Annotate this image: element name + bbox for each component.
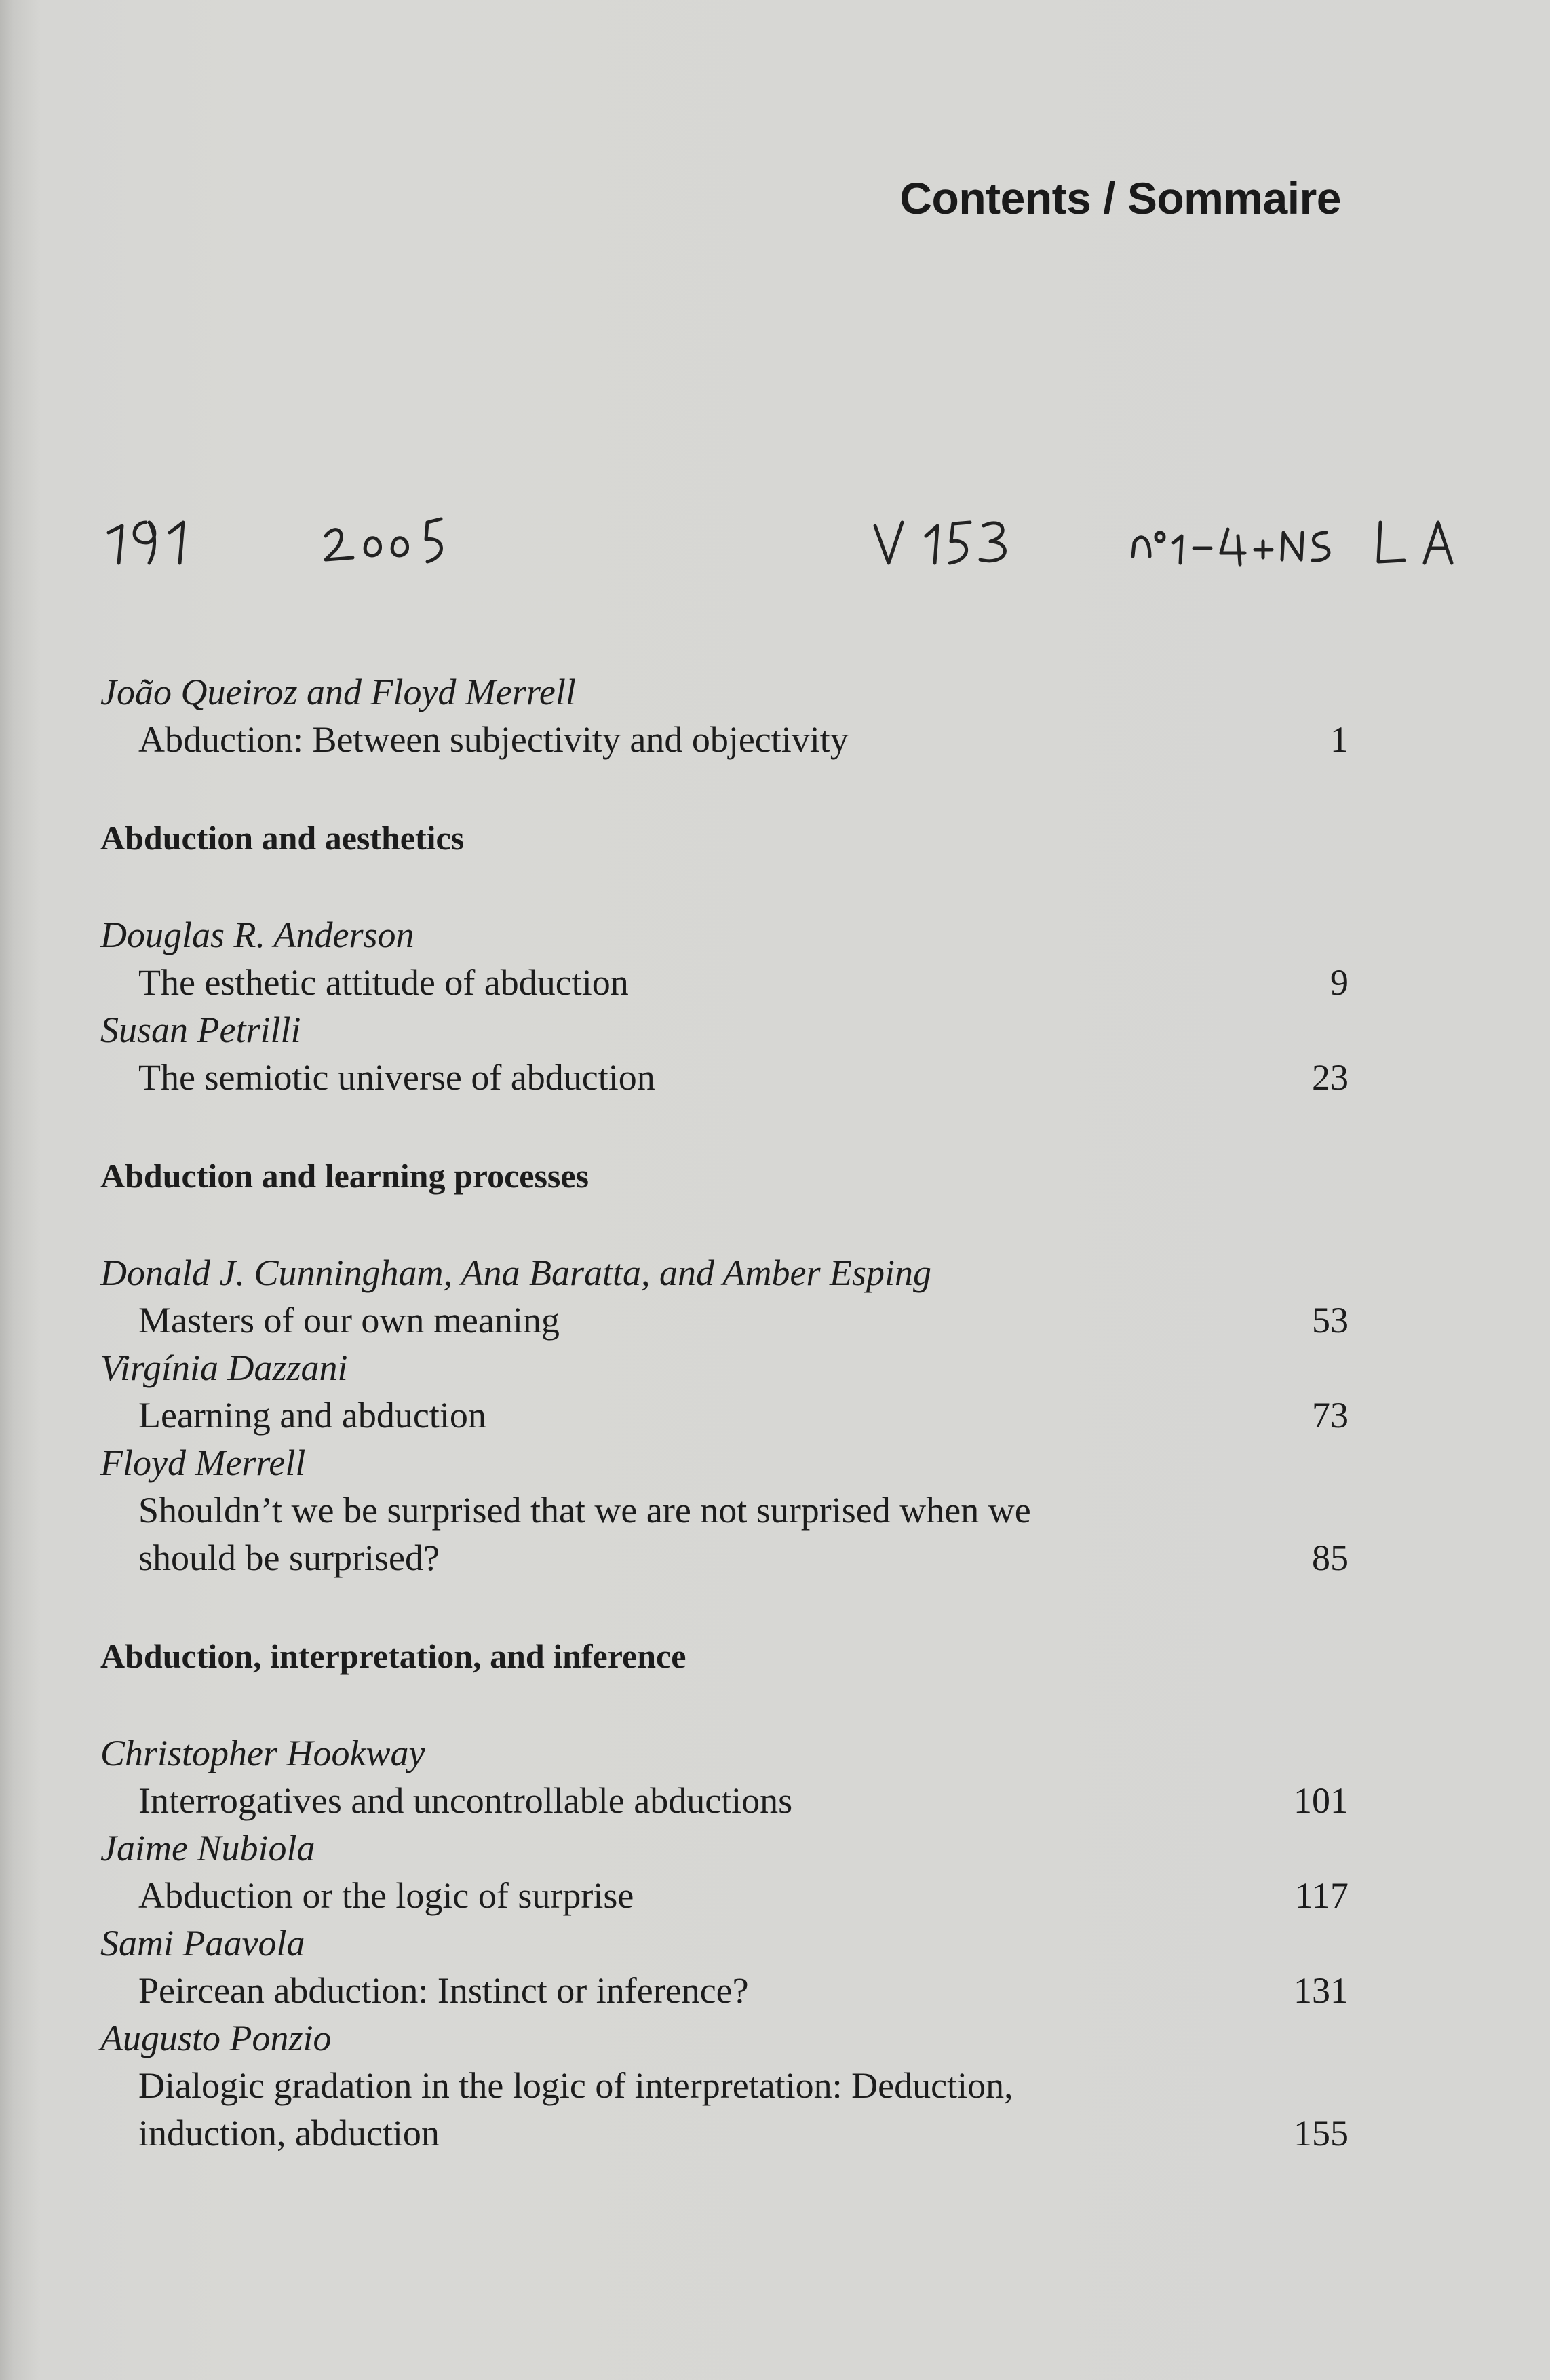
entry-page-number: 1 — [1330, 719, 1349, 760]
entry-page-number: 23 — [1312, 1057, 1349, 1098]
page-title: Contents / Sommaire — [899, 173, 1341, 224]
section-heading: Abduction, interpretation, and inference — [100, 1637, 686, 1675]
entry-title — [100, 1391, 1349, 1439]
entry-title — [100, 1777, 1349, 1824]
toc-entry — [100, 1344, 1349, 1439]
table-of-contents — [100, 668, 1349, 2157]
entry-page-number: 73 — [1312, 1395, 1349, 1436]
entry-author: Susan Petrilli — [100, 1010, 301, 1050]
entry-page-number: 131 — [1294, 1970, 1349, 2011]
toc-entry — [100, 1249, 1349, 1344]
entry-title-line: Abduction: Between subjectivity and objectivity — [138, 719, 849, 760]
entry-page-number: 9 — [1330, 962, 1349, 1003]
toc-entry — [100, 1729, 1349, 1824]
entry-title — [100, 2062, 1349, 2157]
toc-entry — [100, 2014, 1349, 2157]
entry-author: Jaime Nubiola — [100, 1828, 315, 1868]
entry-author: Donald J. Cunningham, Ana Baratta, and Amber Esping — [100, 1252, 931, 1293]
toc-entry — [100, 1919, 1349, 2014]
entry-title-line: induction, abduction — [138, 2113, 440, 2153]
entry-title-line: The esthetic attitude of abduction — [138, 962, 629, 1003]
entry-title-line: Masters of our own meaning — [138, 1300, 560, 1341]
entry-page-number: 117 — [1295, 1875, 1349, 1916]
section-heading: Abduction and learning processes — [100, 1157, 589, 1195]
toc-entry — [100, 1006, 1349, 1101]
entry-title — [100, 959, 1349, 1006]
entry-title — [100, 716, 1349, 763]
entry-title-line: Shouldn’t we be surprised that we are not surprised when we — [138, 1490, 1031, 1531]
entry-title — [100, 1872, 1349, 1919]
handwritten-note — [102, 495, 1458, 570]
toc-entry — [100, 668, 1349, 763]
entry-title — [100, 1486, 1349, 1581]
entry-page-number: 155 — [1294, 2113, 1349, 2153]
entry-page-number: 53 — [1312, 1300, 1349, 1341]
entry-title-line: The semiotic universe of abduction — [138, 1057, 655, 1098]
entry-author: João Queiroz and Floyd Merrell — [100, 672, 576, 712]
entry-title-line: should be surprised? — [138, 1537, 440, 1578]
toc-entry — [100, 1824, 1349, 1919]
entry-title-line: Peircean abduction: Instinct or inference? — [138, 1970, 749, 2011]
entry-author: Sami Paavola — [100, 1923, 305, 1963]
entry-page-number: 101 — [1294, 1780, 1349, 1821]
entry-author: Floyd Merrell — [100, 1442, 306, 1483]
toc-entry — [100, 911, 1349, 1006]
section-heading: Abduction and aesthetics — [100, 819, 465, 857]
entry-title-line: Dialogic gradation in the logic of interpretation: Deduction, — [138, 2065, 1013, 2106]
entry-author: Christopher Hookway — [100, 1733, 425, 1773]
entry-page-number: 85 — [1312, 1537, 1349, 1578]
entry-title-line: Learning and abduction — [138, 1395, 486, 1436]
entry-title — [100, 1054, 1349, 1101]
entry-title — [100, 1967, 1349, 2014]
entry-title — [100, 1297, 1349, 1344]
entry-author: Virgínia Dazzani — [100, 1347, 348, 1388]
entry-title-line: Interrogatives and uncontrollable abductions — [138, 1780, 793, 1821]
entry-author: Augusto Ponzio — [100, 2018, 332, 2058]
toc-entry — [100, 1439, 1349, 1581]
entry-author: Douglas R. Anderson — [100, 915, 414, 955]
entry-title-line: Abduction or the logic of surprise — [138, 1875, 634, 1916]
